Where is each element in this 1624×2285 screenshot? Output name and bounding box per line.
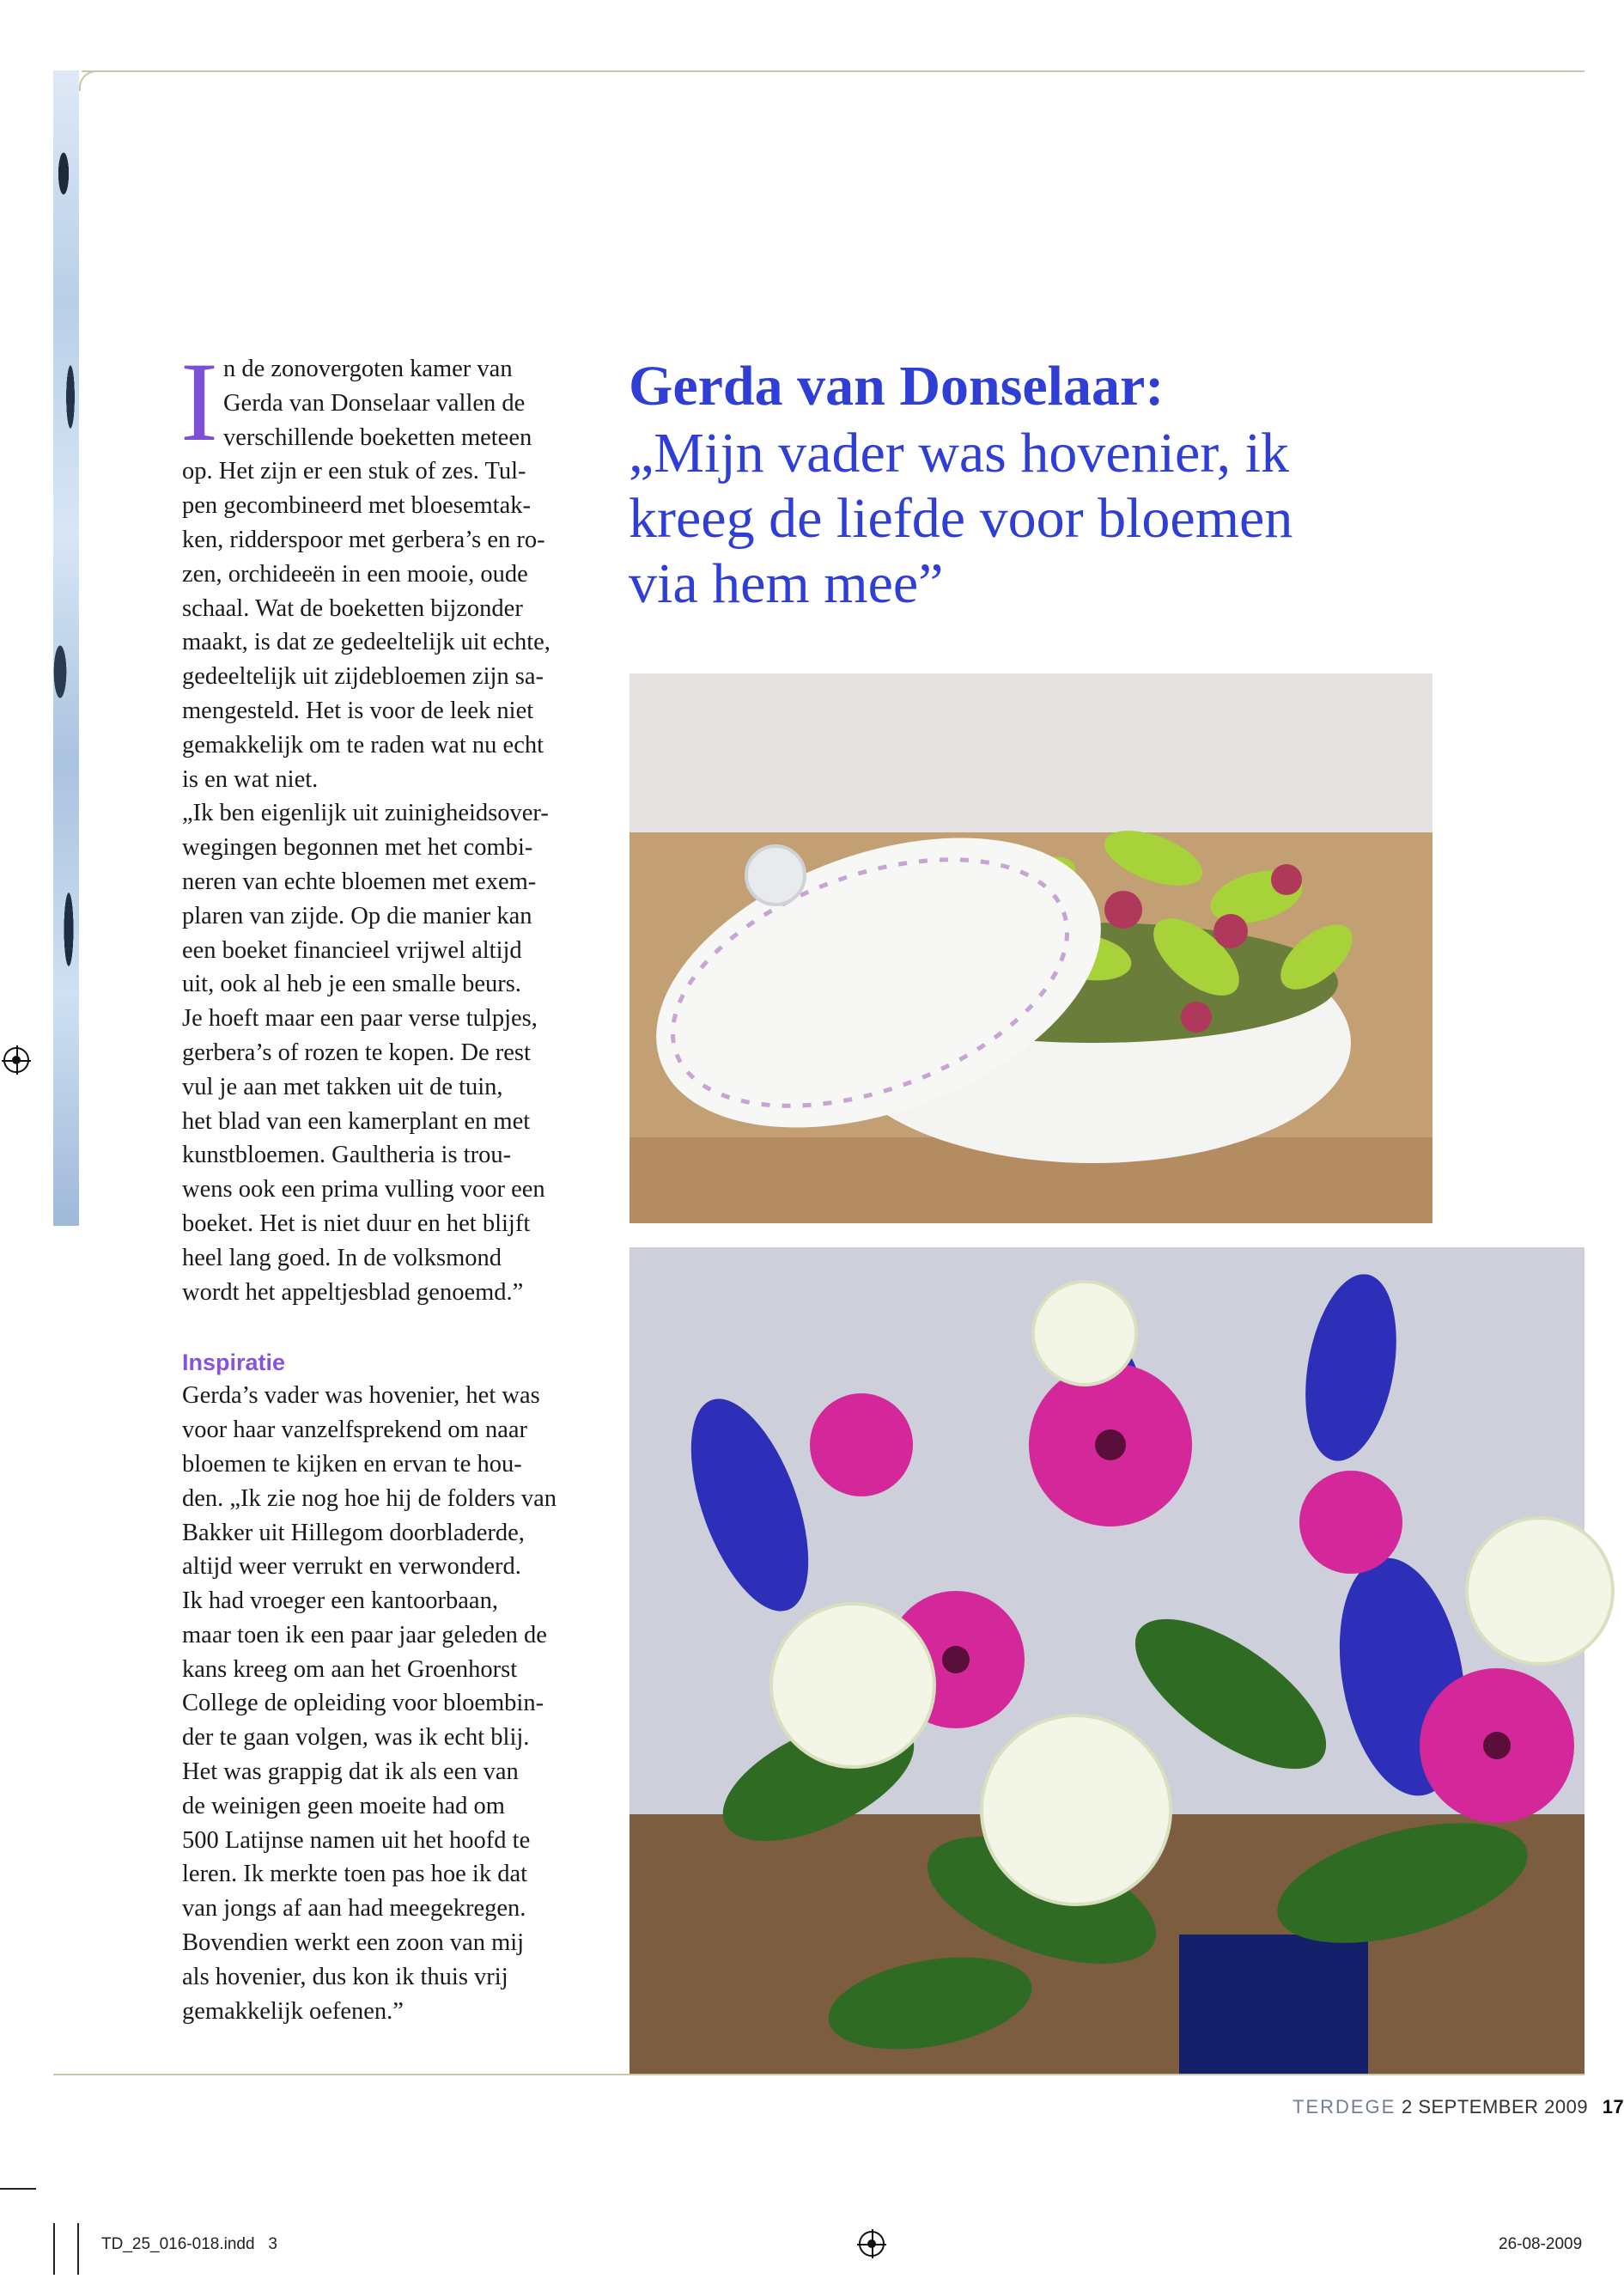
text-line: Gerda’s vader was hovenier, het was [182, 1382, 540, 1410]
text-line: 500 Latijnse namen uit het hoofd te [182, 1826, 531, 1854]
text-line: neren van echte bloemen met exem- [182, 868, 537, 895]
text-line: maakt, is dat ze gedeeltelijk uit echte, [182, 629, 550, 656]
drop-cap: I [180, 338, 218, 465]
text-line: Het was grappig dat ik als een van [182, 1758, 519, 1786]
text-line: schaal. Wat de boeketten bijzonder [182, 594, 523, 622]
headline-quote-lines [629, 422, 1293, 615]
top-rule [82, 70, 1584, 72]
text-line: kreeg de liefde voor bloemen [629, 487, 1293, 550]
text-line: uit, ook al heb je een smalle beurs. [182, 971, 521, 998]
text-line: Ik had vroeger een kantoorbaan, [182, 1587, 498, 1615]
text-line: gemakkelijk om te raden wat nu echt [182, 731, 544, 759]
text-line: wordt het appeltjesblad genoemd.” [182, 1278, 524, 1306]
text-line: Bakker uit Hillegom doorbladerde, [182, 1519, 525, 1546]
text-line: gerbera’s of rozen te kopen. De rest [182, 1039, 531, 1066]
text-line: bloemen te kijken en ervan te hou- [182, 1450, 522, 1478]
text-line: leren. Ik merkte toen pas hoe ik dat [182, 1861, 528, 1888]
text-line: mengesteld. Het is voor de leek niet [182, 697, 534, 724]
text-line: Gerda van Donselaar vallen de [222, 389, 526, 417]
orchid-tureen-illustration [630, 673, 1432, 1223]
inspiratie-lines [182, 1382, 557, 2024]
subhead-inspiratie: Inspiratie [182, 1350, 286, 1376]
headline [629, 352, 1487, 617]
headline-quote [629, 421, 1487, 617]
text-line: gedeeltelijk uit zijdebloemen zijn sa- [182, 663, 544, 691]
text-line: Je hoeft maar een paar verse tulpjes, [182, 1005, 538, 1033]
text-line: van jongs af aan had meegekregen. [182, 1895, 526, 1922]
text-line: den. „Ik zie nog hoe hij de folders van [182, 1484, 557, 1512]
text-line: vul je aan met takken uit de tuin, [182, 1073, 503, 1100]
text-line: voor haar vanzelfsprekend om naar [182, 1417, 527, 1444]
text-line: „Ik ben eigenlijk uit zuinigheidsover- [182, 800, 549, 827]
inspiratie-paragraph [182, 1379, 611, 2028]
text-line: het blad van een kamerplant en met [182, 1107, 531, 1135]
text-line: n de zonovergoten kamer van [222, 356, 513, 382]
registration-mark-icon [859, 2231, 885, 2257]
text-line: op. Het zijn er een stuk of zes. Tul- [182, 458, 526, 485]
text-line: zen, orchideeën in een mooie, oude [182, 560, 528, 588]
text-line: College de opleiding voor bloembin- [182, 1690, 544, 1717]
text-line: kunstbloemen. Gaultheria is trou- [182, 1142, 512, 1169]
registration-mark-icon [3, 1047, 29, 1073]
text-line: de weinigen geen moeite had om [182, 1792, 505, 1819]
quote-paragraph [182, 796, 611, 1309]
text-line: altijd weer verrukt en verwonderd. [182, 1553, 521, 1581]
text-line: gemakkelijk oefenen.” [182, 1997, 404, 2025]
text-line: boeket. Het is niet duur en het blijft [182, 1210, 531, 1237]
text-line: Bovendien werkt een zoon van mij [182, 1929, 525, 1957]
quote-lines [182, 800, 549, 1305]
text-line: plaren van zijde. Op die manier kan [182, 902, 532, 929]
slug-date: 26-08-2009 [1499, 2235, 1583, 2253]
text-line: maar toen ik een paar jaar geleden de [182, 1621, 547, 1648]
article-body [180, 338, 611, 2028]
crop-mark [77, 2223, 79, 2275]
bottom-rule [53, 2074, 1584, 2075]
side-photo-strip [53, 70, 79, 1226]
text-line: verschillende boeketten meteen [222, 423, 532, 451]
text-line: een boeket financieel vrijwel altijd [182, 936, 522, 964]
text-line: wegingen begonnen met het combi- [182, 834, 533, 862]
text-line: wens ook een prima vulling voor een [182, 1176, 545, 1203]
text-line: kans kreeg om aan het Groenhorst [182, 1655, 518, 1683]
text-line: pen gecombineerd met bloesemtak- [182, 492, 531, 520]
text-line: ken, ridderspoor met gerbera’s en ro- [182, 526, 545, 553]
text-line: heel lang goed. In de volksmond [182, 1244, 502, 1271]
footer-date: 2 SEPTEMBER 2009 [1401, 2096, 1589, 2117]
photo-orchids-tureen [630, 673, 1432, 1223]
top-rule-corner [79, 70, 100, 91]
crop-mark [53, 2223, 55, 2275]
intro-lines [180, 338, 550, 793]
text-line: via hem mee” [629, 552, 944, 615]
text-line: is en wat niet. [182, 765, 319, 793]
slug-filename: TD_25_016-018.indd 3 [101, 2235, 277, 2253]
intro-paragraph [180, 338, 611, 796]
bouquet-illustration [630, 1247, 1584, 2074]
text-line: „Mijn vader was hovenier, ik [629, 422, 1289, 484]
footer-brand: TERDEGE [1293, 2096, 1396, 2117]
photo-bouquet [630, 1247, 1584, 2074]
text-line: als hovenier, dus kon ik thuis vrij [182, 1963, 508, 1990]
text-line: der te gaan volgen, was ik echt blij. [182, 1724, 530, 1752]
page-number: 17 [1602, 2096, 1624, 2117]
crop-mark [0, 2188, 36, 2190]
headline-name: Gerda van Donselaar: [629, 355, 1165, 417]
page-footer [1293, 2096, 1624, 2118]
